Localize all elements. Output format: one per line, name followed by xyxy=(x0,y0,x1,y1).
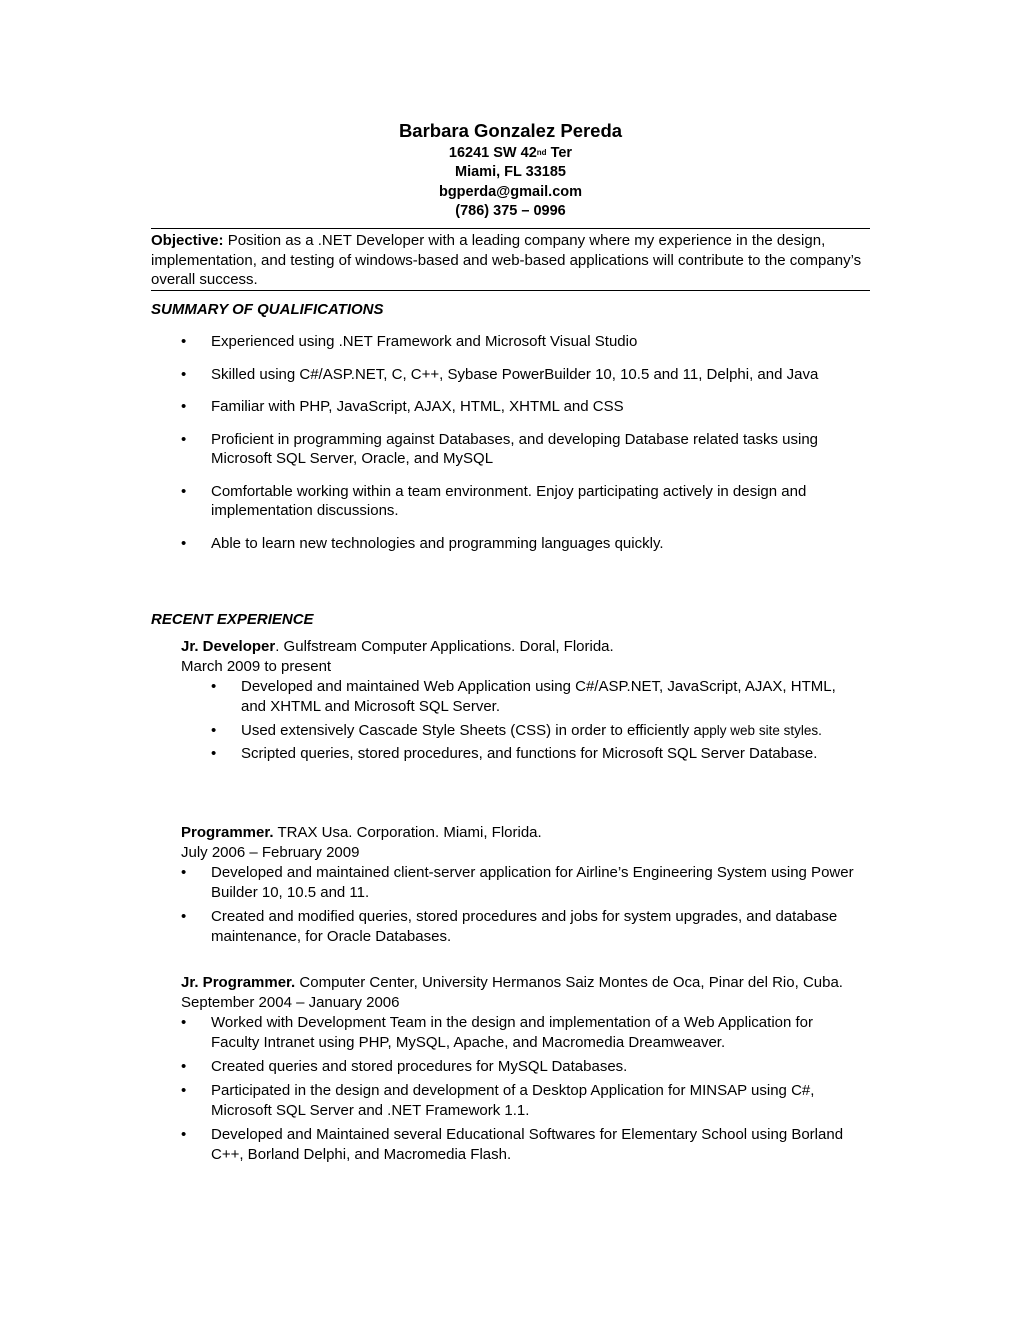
summary-list xyxy=(151,332,870,566)
list-item: • Proficient in programming against Databases, and developing Database related tasks using Microsoft SQL Server, Oracle, and MySQL xyxy=(181,430,819,467)
list-item: • Created queries and stored procedures for MySQL Databases. xyxy=(181,1058,628,1075)
divider-bottom xyxy=(151,290,870,291)
job-bullets xyxy=(181,1013,870,1165)
job-header xyxy=(181,973,870,1013)
job-company: . Gulfstream Computer Applications. Doral, Florida. xyxy=(275,638,614,655)
job-title: Jr. Developer xyxy=(181,638,276,655)
bullet-icon: • xyxy=(211,745,217,762)
list-item: • Used extensively Cascade Style Sheets (CSS) in order to efficiently apply web site styles. xyxy=(211,722,822,739)
job-header xyxy=(181,823,870,843)
bullet-icon: • xyxy=(181,398,187,415)
list-item: • Developed and Maintained several Educational Softwares for Elementary School using Borland C++, Borland Delphi, and Macromedia Flash. xyxy=(181,1126,844,1163)
bullet-icon: • xyxy=(211,722,217,739)
list-item: • Developed and maintained Web Application using C#/ASP.NET, JavaScript, AJAX, HTML, and XHTML and Microsoft SQL Server. xyxy=(211,678,836,715)
list-item: • Skilled using C#/ASP.NET, C, C++, Sybase PowerBuilder 10, 10.5 and 11, Delphi, and Java xyxy=(181,365,819,383)
objective-text: Position as a .NET Developer with a leading company where my experience in the design, implementation, and testing of windows-based and web-based applications will contribute to the company’s overall success. xyxy=(151,232,862,288)
list-item: • Worked with Development Team in the design and implementation of a Web Application for Faculty Intranet using PHP, MySQL, Apache, and Macromedia Dreamweaver. xyxy=(181,1014,814,1051)
applicant-name: Barbara Gonzalez Pereda xyxy=(398,120,623,141)
bullet-icon: • xyxy=(181,864,187,881)
bullet-icon: • xyxy=(181,1058,187,1075)
bullet-icon: • xyxy=(181,1082,187,1099)
list-item: • Familiar with PHP, JavaScript, AJAX, HTML, XHTML and CSS xyxy=(181,398,624,415)
job-bullets xyxy=(181,677,870,764)
phone-number: (786) 375 – 0996 xyxy=(455,202,566,219)
bullet-icon: • xyxy=(181,365,187,383)
list-item: • Developed and maintained client-server application for Airline’s Engineering System using Power Builder 10, 10.5 and 11. xyxy=(181,864,854,901)
list-item: • Scripted queries, stored procedures, and functions for Microsoft SQL Server Database. xyxy=(211,745,818,762)
objective-paragraph xyxy=(151,231,870,290)
list-item: • Created and modified queries, stored procedures and jobs for system upgrades, and database maintenance, for Oracle Databases. xyxy=(181,908,838,945)
job-entry-jr-programmer xyxy=(181,973,870,1165)
job-header xyxy=(181,637,870,657)
bullet-icon: • xyxy=(181,908,187,925)
bullet-icon: • xyxy=(211,678,217,695)
objective-label: Objective: xyxy=(151,232,224,249)
bullet-icon: • xyxy=(181,534,187,552)
list-item: • Participated in the design and development of a Desktop Application for MINSAP using C#, Microsoft SQL Server and .NET Framework 1.1. xyxy=(181,1082,815,1119)
job-dates: July 2006 – February 2009 xyxy=(181,844,360,861)
job-company: TRAX Usa. Corporation. Miami, Florida. xyxy=(273,824,542,841)
list-item: • Experienced using .NET Framework and Microsoft Visual Studio xyxy=(181,333,638,350)
job-bullets xyxy=(181,863,870,947)
bullet-icon: • xyxy=(181,333,187,350)
job-entry-programmer xyxy=(181,823,870,947)
experience-heading: RECENT EXPERIENCE xyxy=(151,611,314,628)
divider-top xyxy=(151,228,870,229)
city-state-zip: Miami, FL 33185 xyxy=(455,164,566,181)
resume-header xyxy=(151,118,870,221)
list-item: • Able to learn new technologies and programming languages quickly. xyxy=(181,534,664,552)
job-dates: March 2009 to present xyxy=(181,658,332,675)
bullet-icon: • xyxy=(181,1014,187,1031)
job-title: Jr. Programmer. xyxy=(181,974,296,991)
street-address: 16241 SW 42nd Ter xyxy=(448,145,573,161)
job-entry-jr-developer xyxy=(181,637,870,764)
bullet-icon: • xyxy=(181,482,187,500)
email-address: bgperda@gmail.com xyxy=(438,183,583,200)
list-item: • Comfortable working within a team environment. Enjoy participating actively in design and implementation discussions. xyxy=(181,482,807,519)
job-title: Programmer. xyxy=(181,824,274,841)
job-company: Computer Center, University Hermanos Saiz Montes de Oca, Pinar del Rio, Cuba. September 2004 – January 2006 xyxy=(181,974,843,1011)
bullet-icon: • xyxy=(181,1126,187,1143)
summary-heading: SUMMARY OF QUALIFICATIONS xyxy=(151,301,384,318)
bullet-icon: • xyxy=(181,430,187,448)
